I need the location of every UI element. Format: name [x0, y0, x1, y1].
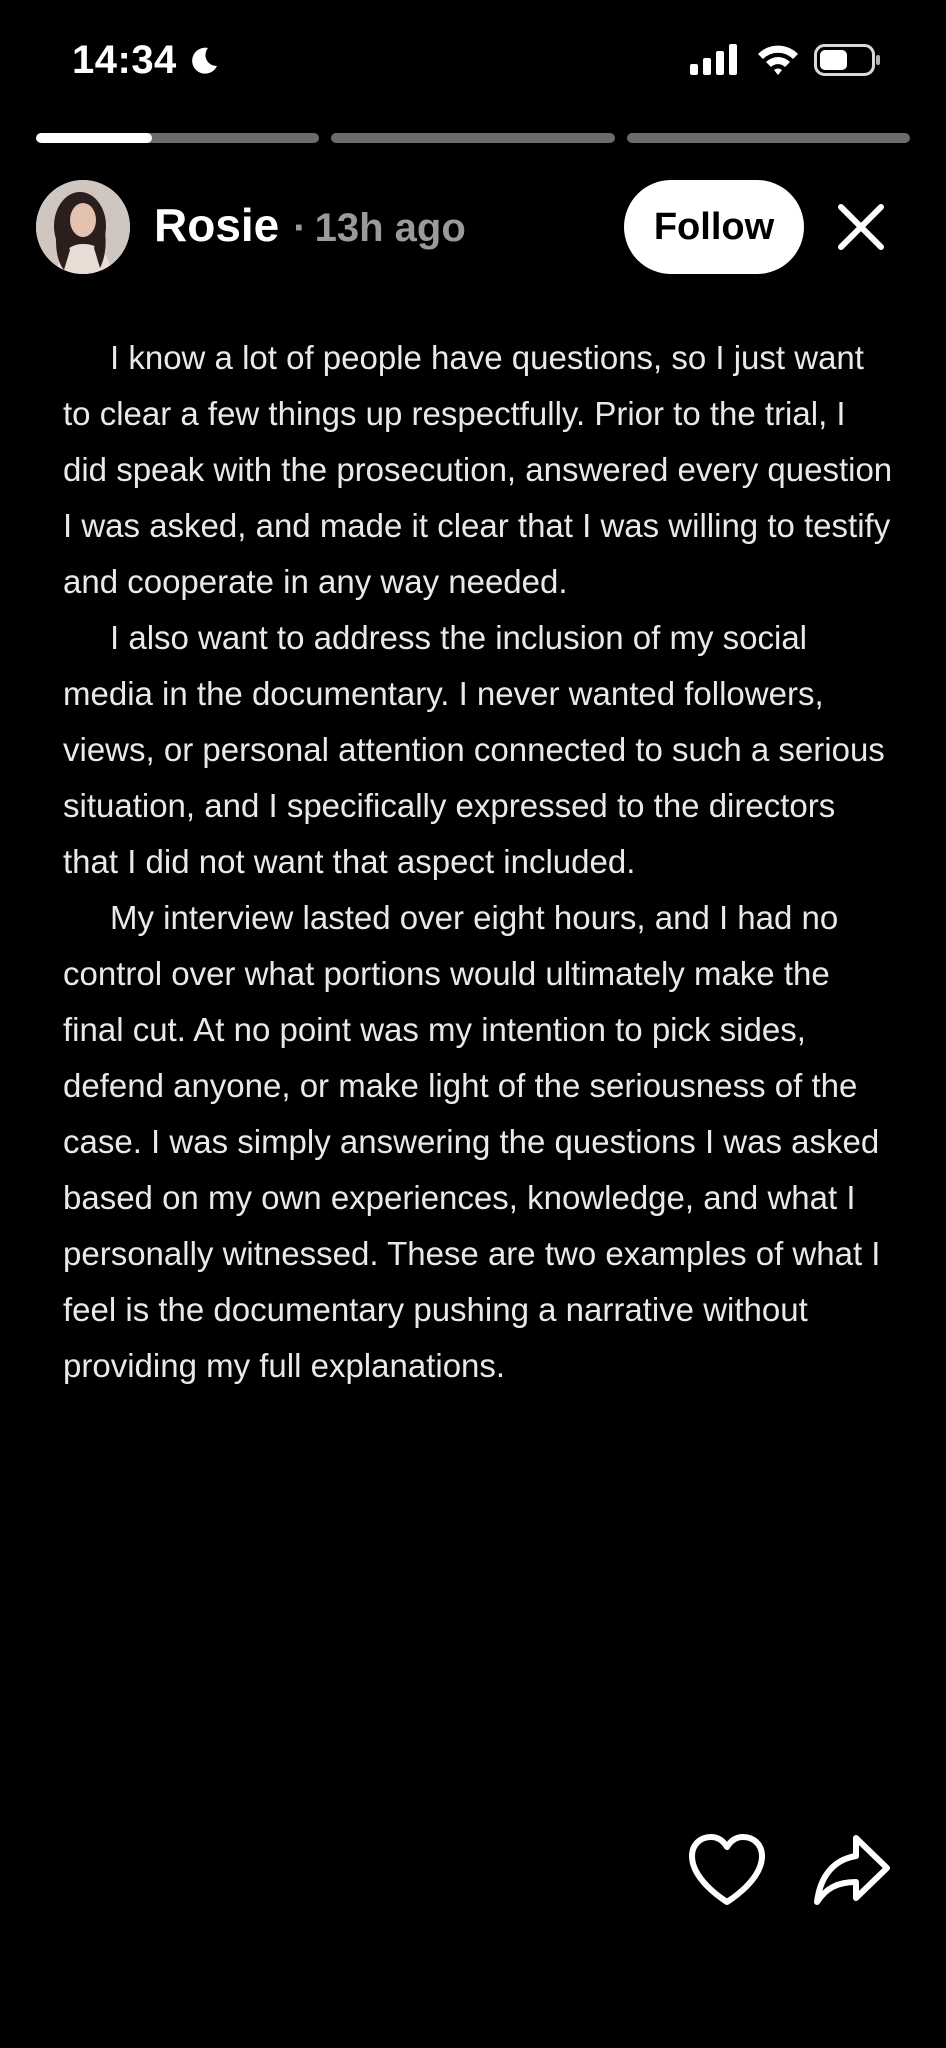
close-button[interactable]: [836, 202, 886, 252]
time-ago: 13h ago: [314, 206, 466, 250]
close-icon: [836, 202, 886, 252]
avatar-photo: [36, 180, 130, 274]
follow-button[interactable]: Follow: [624, 180, 804, 274]
progress-segment-current: [36, 133, 319, 143]
share-arrow-icon: [812, 1832, 892, 1908]
progress-segment: [627, 133, 910, 143]
separator-dot: ·: [293, 206, 307, 250]
moon-icon: [187, 44, 221, 78]
progress-segment: [331, 133, 614, 143]
story-header: [36, 180, 910, 274]
status-time-group: [72, 38, 221, 83]
author-line: [154, 198, 466, 252]
story-paragraph: I also want to address the inclusion of my social media in the documentary. I never wanted followers, views, or personal attention connected to such a serious situation, and I specifically expressed to the directors that I did not want that aspect included.: [63, 619, 885, 880]
username[interactable]: Rosie: [154, 199, 280, 251]
heart-icon: [686, 1832, 768, 1908]
story-paragraph: My interview lasted over eight hours, and I had no control over what portions would ultimately make the final cut. At no point was my intention to pick sides, defend anyone, or make light of the seriousness of the case. I was simply answering the questions I was asked based on my own experiences, knowledge, and what I personally witnessed. These are two examples of what I feel is the documentary pushing a narrative without providing my full explanations.: [63, 899, 881, 1384]
story-paragraph: I know a lot of people have questions, so I just want to clear a few things up respectfully. Prior to the trial, I did speak with the prosecution, answered every question I was asked, and made it clear that I was willing to testify and cooperate in any way needed.: [63, 339, 893, 600]
story-text: [63, 330, 893, 1394]
status-bar: [0, 0, 946, 120]
cellular-signal-icon: [690, 44, 738, 76]
avatar[interactable]: [36, 180, 130, 274]
battery-icon: [814, 44, 882, 76]
story-progress: [36, 133, 910, 143]
progress-fill: [36, 133, 152, 143]
share-button[interactable]: [812, 1832, 892, 1908]
status-time: 14:34: [72, 38, 177, 82]
like-button[interactable]: [686, 1832, 768, 1908]
wifi-icon: [756, 42, 800, 76]
